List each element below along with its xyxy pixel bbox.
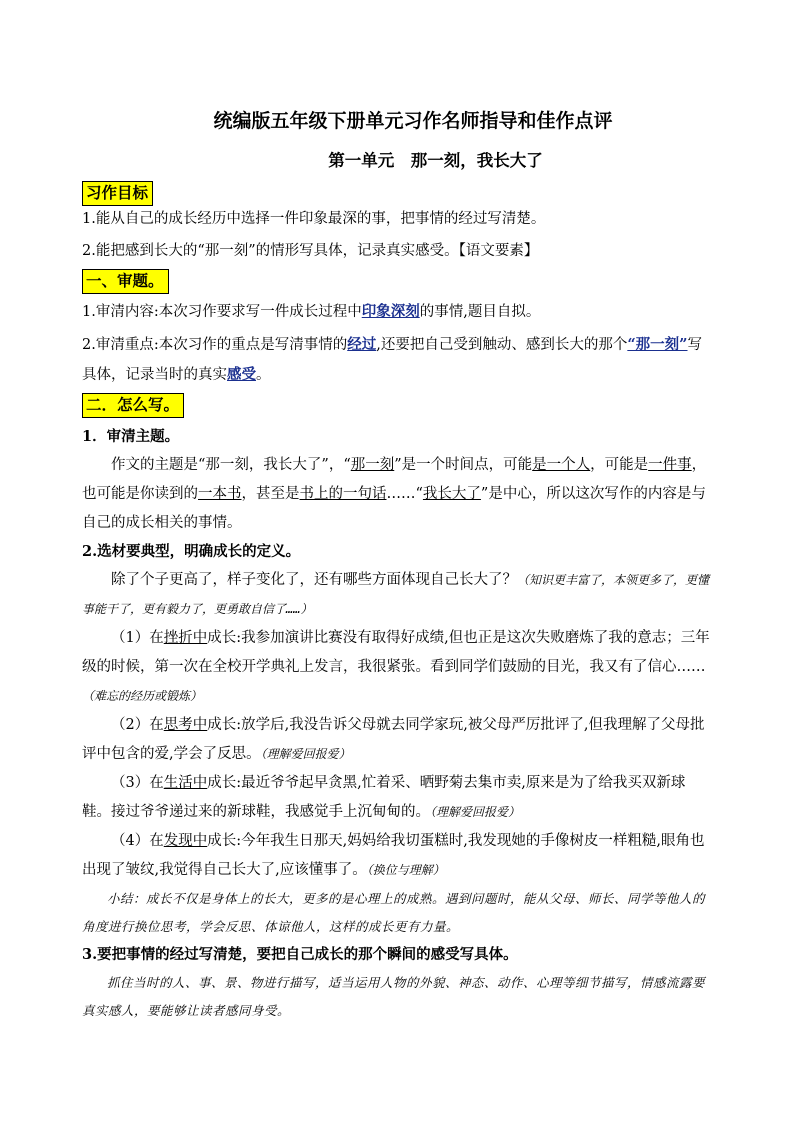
- goal-item-2: 2.能把感到长大的“那一刻”的情形写具体，记录真实感受。【语文要素】: [82, 243, 539, 259]
- unit-subtitle: 第一单元 那一刻，我长大了: [328, 151, 543, 170]
- step-2-title: 2.选材要典型，明确成长的定义。: [82, 543, 301, 560]
- document-page: [82, 98, 714, 1025]
- key-phrase: 印象深刻: [361, 303, 420, 320]
- goals-section: [82, 181, 714, 205]
- review-heading: 一、审题。: [82, 269, 169, 294]
- review-section: [82, 269, 714, 293]
- how-heading: 二．怎么写。: [82, 393, 184, 418]
- key-phrase: 经过: [347, 336, 377, 353]
- review-item-1: 1.审清内容:本次习作要求写一件成长过程中印象深刻的事情,题目自拟。: [82, 303, 541, 320]
- summary: 小结：成长不仅是身体上的长大，更多的是心理上的成熟。遇到问题时，能从父母、师长、同学等他人的角度进行换位思考，学会反思、体谅他人，这样的成长更有力量。: [82, 891, 706, 934]
- step-1-body: 作文的主题是“那一刻，我长大了”，“那一刻”是一个时间点，可能是一个人，可能是一件事，也可能是你读到的一本书，甚至是书上的一句话……“我长大了”是中心，所以这次写作的内容是与自己的成长相关的事情。: [82, 457, 707, 531]
- step-3-title: 3.要把事情的经过写清楚，要把自己成长的那个瞬间的感受写具体。: [82, 946, 518, 963]
- document-title: 统编版五年级下册单元习作名师指导和佳作点评: [213, 110, 613, 132]
- review-item-2: 2.审清重点:本次习作的重点是写清事情的经过,还要把自己受到触动、感到长大的那个“那一刻”写具体，记录当时的真实感受。: [82, 336, 703, 383]
- example-4: （4）在发现中成长:今年我生日那天,妈妈给我切蛋糕时,我发现她的手像树皮一样粗糙,眼角也出现了皱纹,我觉得自己长大了,应该懂事了。（换位与理解）: [82, 833, 705, 878]
- goals-heading: 习作目标: [82, 181, 153, 206]
- example-1: （1）在挫折中成长:我参加演讲比赛没有取得好成绩,但也正是这次失败磨炼了我的意志；三年级的时候，第一次在全校开学典礼上发言，我很紧张。看到同学们鼓励的目光，我又有了信心……（难忘的经历或锻炼）: [82, 630, 710, 703]
- key-phrase: 感受: [227, 366, 256, 383]
- example-2: （2）在思考中成长:放学后,我没告诉父母就去同学家玩,被父母严厉批评了,但我理解了父母批评中包含的爱,学会了反思。（理解爱回报爱）: [82, 717, 705, 762]
- step-3-body: 抓住当时的人、事、景、物进行描写，适当运用人物的外貌、神态、动作、心理等细节描写，情感流露要真实感人，要能够让读者感同身受。: [82, 975, 706, 1018]
- step-1-title: 1．审清主题。: [82, 428, 180, 445]
- goal-item-1: 1.能从自己的成长经历中选择一件印象最深的事，把事情的经过写清楚。: [82, 211, 546, 227]
- key-phrase: “那一刻”: [627, 336, 688, 353]
- step-2-intro: 除了个子更高了，样子变化了，还有哪些方面体现自己长大了？（知识更丰富了，本领更多了，更懂事能干了，更有毅力了，更勇敢自信了……）: [82, 572, 710, 616]
- example-3: （3）在生活中成长:最近爷爷起早贪黑,忙着采、晒野菊去集市卖,原来是为了给我买双新球鞋。接过爷爷递过来的新球鞋，我感觉手上沉甸甸的。（理解爱回报爱）: [82, 775, 686, 820]
- how-section: [82, 393, 714, 417]
